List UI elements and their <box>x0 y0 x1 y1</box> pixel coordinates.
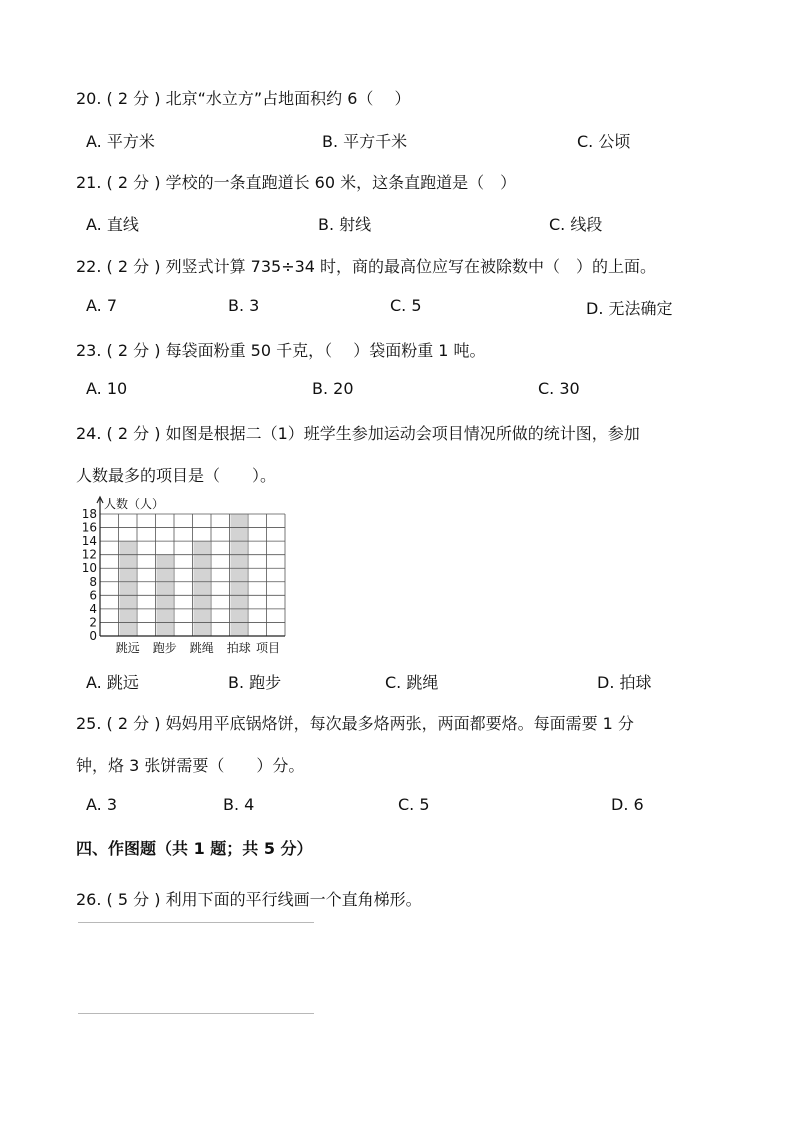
y-tick-label: 0 <box>89 629 97 643</box>
bar-3 <box>231 514 248 636</box>
question-text: 每袋面粉重 50 千克，（ ）袋面粉重 1 吨。 <box>165 341 486 360</box>
question-text-line2: 人数最多的项目是（ ）。 <box>76 466 277 485</box>
option-d[interactable]: D. 拍球 <box>597 673 652 692</box>
option-c[interactable]: C. 跳绳 <box>385 673 439 692</box>
x-axis-label: 项目 <box>256 641 281 655</box>
question-text-line1: 如图是根据二（1）班学生参加运动会项目情况所做的统计图，参加 <box>165 424 640 443</box>
question-score: ( 2 分 ) <box>106 424 161 443</box>
bar-2 <box>194 541 211 636</box>
option-b[interactable]: B. 4 <box>223 795 255 814</box>
question-number: 26. <box>76 890 102 909</box>
question-text-line1: 妈妈用平底锅烙饼，每次最多烙两张，两面都要烙。每面需要 1 分 <box>165 714 634 733</box>
option-c[interactable]: C. 线段 <box>549 215 603 234</box>
option-a[interactable]: A. 10 <box>86 379 128 398</box>
question-number: 23. <box>76 341 102 360</box>
x-category-label: 跳远 <box>115 641 140 655</box>
option-a[interactable]: A. 3 <box>86 795 118 814</box>
option-b[interactable]: B. 射线 <box>318 215 372 234</box>
question-number: 21. <box>76 173 102 192</box>
parallel-line-top <box>78 922 314 923</box>
y-tick-label: 8 <box>89 574 97 589</box>
option-b[interactable]: B. 跑步 <box>228 673 282 692</box>
x-category-label: 拍球 <box>226 641 251 655</box>
question-number: 25. <box>76 714 102 733</box>
y-tick-label: 12 <box>81 547 97 562</box>
question-text: 北京“水立方”占地面积约 6（ ） <box>165 89 411 108</box>
option-b[interactable]: B. 平方千米 <box>322 132 408 151</box>
y-axis-label: 人数（人） <box>104 497 165 511</box>
y-tick-label: 14 <box>81 534 97 549</box>
question-score: ( 2 分 ) <box>106 89 161 108</box>
option-d[interactable]: D. 无法确定 <box>586 299 673 318</box>
x-category-label: 跑步 <box>152 641 177 655</box>
bar-0 <box>120 541 137 636</box>
question-text: 学校的一条直跑道长 60 米，这条直跑道是（ ） <box>165 173 517 192</box>
question-score: ( 2 分 ) <box>106 714 161 733</box>
y-tick-label: 16 <box>81 520 97 535</box>
question-text-line2: 钟，烙 3 张饼需要（ ）分。 <box>76 756 305 775</box>
question-23 <box>76 338 486 361</box>
question-score: ( 5 分 ) <box>106 890 161 909</box>
option-a[interactable]: A. 直线 <box>86 215 139 234</box>
option-c[interactable]: C. 30 <box>538 379 580 398</box>
question-number: 22. <box>76 257 102 276</box>
y-tick-label: 6 <box>89 588 97 603</box>
option-b[interactable]: B. 3 <box>228 296 260 315</box>
section-title: 四、作图题（共 1 题；共 5 分） <box>76 839 313 858</box>
option-d[interactable]: D. 6 <box>611 795 644 814</box>
question-number: 20. <box>76 89 102 108</box>
question-22 <box>76 254 656 277</box>
parallel-line-bottom <box>78 1013 314 1014</box>
option-a[interactable]: A. 7 <box>86 296 118 315</box>
option-a[interactable]: A. 平方米 <box>86 132 155 151</box>
question-20 <box>76 86 411 109</box>
bar-chart <box>80 494 290 660</box>
option-a[interactable]: A. 跳远 <box>86 673 139 692</box>
question-number: 24. <box>76 424 102 443</box>
option-c[interactable]: C. 公顷 <box>577 132 631 151</box>
question-21 <box>76 170 516 193</box>
question-text: 利用下面的平行线画一个直角梯形。 <box>165 890 422 909</box>
y-tick-label: 2 <box>89 615 97 630</box>
question-score: ( 2 分 ) <box>106 341 161 360</box>
question-score: ( 2 分 ) <box>106 173 161 192</box>
x-category-label: 跳绳 <box>189 641 214 655</box>
y-tick-label: 10 <box>81 561 97 576</box>
question-24 <box>76 421 640 444</box>
question-26 <box>76 887 422 910</box>
option-c[interactable]: C. 5 <box>390 296 422 315</box>
y-tick-label: 4 <box>89 601 97 616</box>
question-score: ( 2 分 ) <box>106 257 161 276</box>
option-c[interactable]: C. 5 <box>398 795 430 814</box>
y-tick-label: 18 <box>81 507 97 521</box>
option-b[interactable]: B. 20 <box>312 379 354 398</box>
question-25 <box>76 711 634 734</box>
question-text: 列竖式计算 735÷34 时，商的最高位应写在被除数中（ ）的上面。 <box>165 257 657 276</box>
